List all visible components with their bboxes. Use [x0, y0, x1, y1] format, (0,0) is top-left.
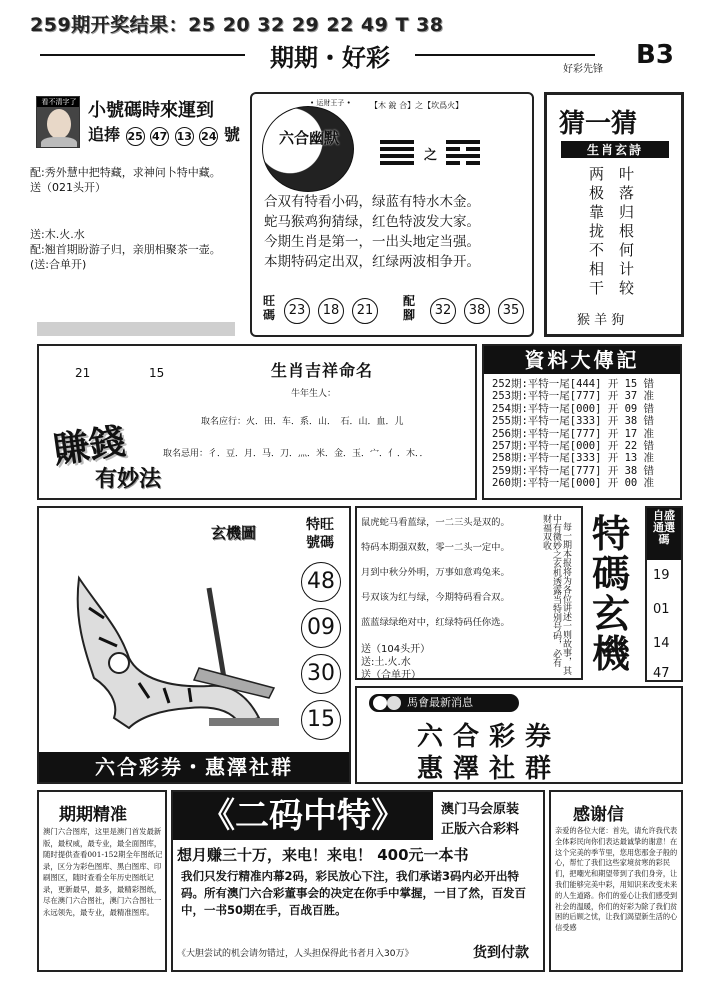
tema-number: 47	[653, 666, 670, 681]
guess-char: 何	[619, 241, 635, 259]
guess-answer: 猴 羊 狗	[577, 313, 625, 328]
gua-title: 【木 銳 合】之【坎爲火】	[370, 101, 464, 110]
mid-send-line: 送（104头开）	[361, 644, 431, 655]
history-row: 252期:平特一尾[444] 开 15 错	[492, 378, 655, 390]
trigram-left	[380, 140, 414, 165]
naming-panel	[37, 344, 477, 500]
guess-char: 叶	[619, 165, 635, 183]
xuanji-label: 玄機圖	[211, 524, 257, 542]
center-side-1: 澳门马会原装	[441, 802, 520, 817]
xuanji-panel	[37, 506, 351, 784]
pei-number: 32	[430, 298, 456, 324]
logo-tag: • 运财王子 •	[310, 99, 351, 107]
tema-number: 14	[653, 636, 670, 651]
xuanji-banner: 六合彩券・惠澤社群	[39, 752, 349, 782]
tiger-illustration	[59, 568, 289, 738]
left-top-panel	[30, 92, 240, 337]
chase-prefix: 追捧	[88, 125, 121, 144]
chase-number: 25	[126, 127, 145, 146]
history-row: 253期:平特一尾[777] 开 37 准	[492, 390, 655, 403]
bottom-right-text: 亲爱的各位大佬：首先，请允许我代表全体彩民向你们表达最诚挚的谢意！在这个完美的季节里，您用您那金子般的心，帮忙了我们这些家境贫寒的彩民们，把嘲光和期望带到了我们身旁，让我们能够完美中彩，用知识来改变未来的人生道路。你们的爱心让我们感受到社会的温暖，你们的好彩为除了我们贫困的后顾之忧，让我们渴望新生活的心信受感	[555, 826, 678, 933]
guess-col-2	[619, 165, 637, 298]
history-row: 255期:平特一尾[333] 开 38 错	[492, 415, 655, 428]
pei-number: 35	[498, 298, 524, 324]
history-panel	[482, 344, 682, 500]
naming-num-a: 21	[75, 366, 91, 380]
chase-suffix: 號	[223, 125, 240, 144]
chase-number: 13	[175, 127, 194, 146]
tema-side-panel	[645, 506, 683, 682]
mid-poem-line: 月到中秋分外明，万事如意鸡兔来。	[361, 567, 510, 578]
chase-number: 47	[150, 127, 169, 146]
pei-number: 38	[464, 298, 490, 324]
center-title-bar	[173, 792, 433, 840]
poem-line: 蛇马猴鸡狗猜绿，红色特波发大家。	[264, 214, 480, 230]
footer-tag: 货到付款	[473, 945, 529, 961]
logo-circle	[262, 106, 354, 192]
bottom-right-panel	[549, 790, 683, 972]
gray-bar	[37, 322, 235, 336]
naming-bad: 取名忌用：彳．豆．月．马．刀．灬．米．金．玉．宀．亻．木．．	[163, 449, 429, 459]
left-line: 配:秀外慧中把特藏，求神问卜特中藏。	[30, 166, 221, 179]
left-line: 送:木.火.水	[30, 228, 85, 241]
wang-number: 18	[318, 298, 344, 324]
bottom-center-panel	[171, 790, 545, 972]
macau-badge-text: 馬會最新消息	[407, 696, 473, 709]
poem-line: 本期特码定出双，红绿两波相争开。	[264, 254, 480, 270]
left-line: (送:合单开)	[30, 258, 87, 271]
xuanji-vert-title	[297, 516, 343, 552]
xuanji-number: 30	[301, 654, 341, 694]
slogan-bar: 想月赚三十万，来电！来电！ 400元一本书	[177, 846, 469, 864]
mid-poem-line: 鼠虎蛇马看蓝绿，一二三头是双的。	[361, 517, 510, 528]
guess-panel	[544, 92, 684, 337]
gua-mid: 之	[424, 148, 438, 163]
naming-title: 生肖吉祥命名	[271, 361, 374, 380]
naming-good: 取名应行：火．田．车．系．山． 石．山．血．儿	[201, 417, 404, 427]
tema-number: 01	[653, 602, 670, 617]
ball-icon	[387, 696, 401, 710]
guess-char: 归	[619, 203, 635, 221]
history-row: 259期:平特一尾[777] 开 38 错	[492, 464, 655, 477]
guess-col-1	[589, 165, 607, 298]
guess-char: 相	[589, 260, 605, 278]
mid-send-line: 送（合单开）	[361, 670, 421, 681]
bottom-left-text: 澳门六合图库，这里是澳门首发最新版，最权威，最专业，最全面图库，随时提供查看001-152期全年图纸记录，区分为彩色图库、黑白图库、印刷图区，随时查看全年历史图纸记录，更新最早，最多，最精彩图纸，尽在澳门六合图社，澳门六合图社一永远领先，最专业，最精准图库。	[43, 827, 163, 917]
paper-title: 期期・好彩	[245, 38, 415, 73]
xuanji-number: 48	[301, 562, 341, 602]
page-number: B3	[636, 40, 674, 70]
left-line: 送（021头开）	[30, 181, 106, 194]
slogan: 好彩先锋	[563, 64, 603, 75]
guess-char: 拢	[589, 222, 605, 240]
mid-note: 中有微妙之玄机透露当特别号码，必有财福双收	[541, 514, 561, 667]
naming-num-b: 15	[149, 366, 165, 380]
wang-number: 23	[284, 298, 310, 324]
mid-send-line: 送:土.火.水	[361, 657, 411, 668]
wang-label: 旺碼	[262, 294, 275, 322]
left-line: 配:翘首期盼游子归，亲朋相聚茶一壶。	[30, 243, 221, 256]
guess-char: 极	[589, 184, 605, 202]
macau-badge	[369, 694, 519, 712]
tema-number: 19	[653, 568, 670, 583]
left-headline: 小號碼時來運到	[88, 100, 214, 121]
history-row: 257期:平特一尾[000] 开 22 错	[492, 440, 655, 453]
macau-line-2: 惠澤社群	[417, 754, 562, 784]
history-row: 260期:平特一尾[000] 开 00 准	[492, 477, 655, 490]
naming-subtitle: 牛年生人：	[291, 389, 337, 399]
history-title: 資料大傳記	[484, 346, 680, 374]
history-row: 254期:平特一尾[000] 开 09 错	[492, 402, 655, 415]
history-row: 256期:平特一尾[777] 开 17 准	[492, 427, 655, 440]
ball-icon	[373, 696, 387, 710]
result-line: 259期开奖结果：25 20 32 29 22 49 T 38	[30, 14, 444, 36]
bottom-left-title: 期期精准	[59, 805, 127, 825]
mid-poem-line: 蓝蓝绿绿绝对中，红绿特码任你选。	[361, 617, 510, 628]
bottom-left-panel	[37, 790, 167, 972]
guess-subtitle: 生肖玄詩	[561, 141, 669, 158]
tema-title: 特碼玄機	[592, 512, 631, 676]
wang-number: 21	[352, 298, 378, 324]
guess-char: 靠	[589, 203, 605, 221]
mid-poem-line: 号双该为红与绿，今期特码看合双。	[361, 592, 510, 603]
guess-char: 计	[619, 260, 635, 278]
trigram-right	[446, 140, 480, 165]
tema-side-title: 自盛通選碼	[647, 508, 681, 560]
chase-number: 24	[199, 127, 218, 146]
avatar	[36, 96, 80, 148]
mid-poem-line: 特码本期强双数，零一二头一定中。	[361, 542, 510, 553]
center-title: 《二码中特》	[201, 796, 405, 836]
poem-line: 合双有特看小码，绿蓝有特水木金。	[264, 194, 480, 210]
bottom-right-title: 感谢信	[573, 805, 624, 825]
center-top-panel	[250, 92, 534, 337]
center-paragraph: 我们只发行精准内幕2码，彩民放心下注，我们承诺3码内必开出特码。所有澳门六合彩董事会的决定在你手中掌握，一目了然，百发百中，一书50期在手，百战百胜。	[181, 869, 526, 917]
guess-char: 干	[589, 279, 605, 297]
guess-char: 不	[589, 241, 605, 259]
xuanji-number: 15	[301, 700, 341, 740]
xuanji-number: 09	[301, 608, 341, 648]
macau-line-1: 六合彩券	[417, 722, 562, 752]
earn-sub: 有妙法	[95, 467, 162, 492]
guess-char: 两	[589, 165, 605, 183]
pei-label: 配腳	[402, 294, 415, 322]
tema-title-block	[585, 506, 643, 680]
guess-title: 猜一猜	[559, 109, 638, 139]
mid-note: 每一期本报将为各位讲述一则故事，其	[561, 522, 571, 675]
logo-text: 六合幽默	[278, 129, 339, 147]
guess-char: 根	[619, 222, 635, 240]
history-list	[492, 378, 678, 490]
footer-note: 《大胆尝试的机会请勿错过，人头担保得此书者月入30万》	[177, 949, 414, 959]
earn-word: 賺錢	[50, 421, 128, 472]
poem-line: 今期生肖是第一，一出头地定当强。	[264, 234, 480, 250]
guess-char: 较	[619, 279, 635, 297]
xuanji-vert-text: 特旺號碼	[306, 517, 334, 551]
avatar-caption: 看不清字了	[37, 97, 80, 107]
center-side-2: 正版六合彩料	[441, 822, 520, 837]
poem-mid-panel	[355, 506, 583, 680]
history-row: 258期:平特一尾[333] 开 13 准	[492, 452, 655, 465]
chase-line	[88, 122, 240, 146]
guess-char: 落	[619, 184, 635, 202]
macau-panel	[355, 686, 683, 784]
